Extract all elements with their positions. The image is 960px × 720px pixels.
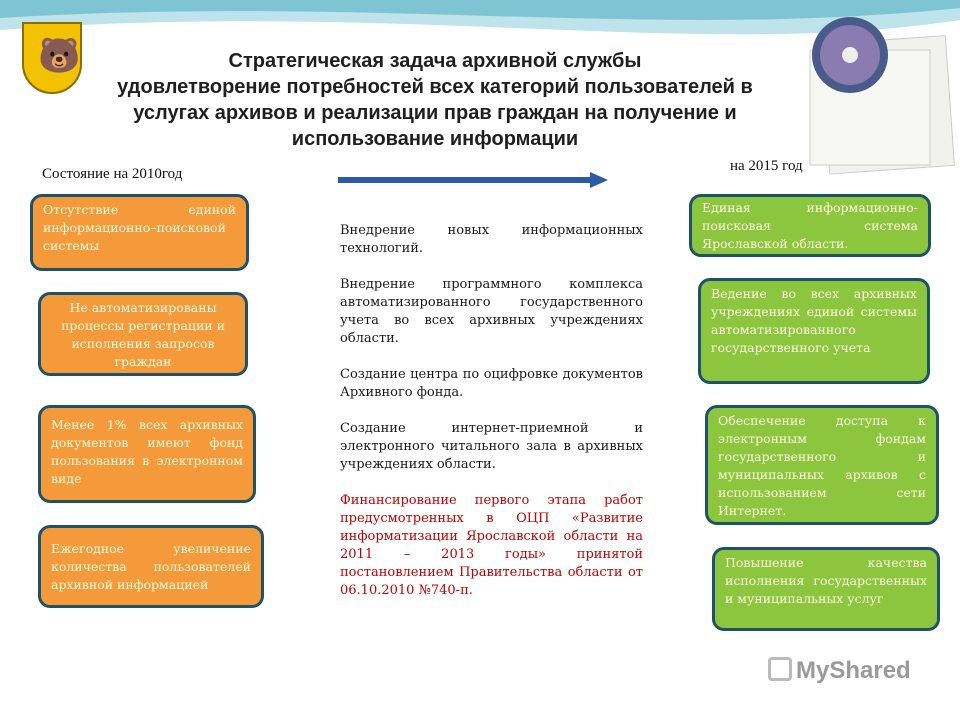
title-line-1: Стратегическая задача архивной службы xyxy=(228,50,642,72)
target-2015-label: на 2015 год xyxy=(730,158,803,174)
right-box-3: Обеспечение доступа к электронным фондам государственного и муниципальных архивов с использованием сети Интернет. xyxy=(705,405,939,525)
cd-documents-image xyxy=(805,10,955,175)
myshared-watermark xyxy=(768,657,911,685)
title-line-2: удовлетворение потребностей всех категорий пользователей в услугах архивов и реализации прав граждан на получение и использование информации xyxy=(117,76,753,150)
slide-title xyxy=(95,48,775,152)
middle-item-4: Создание интернет-приемной и электронного читального зала в архивных учреждениях области. xyxy=(340,421,643,472)
middle-text xyxy=(340,222,643,618)
left-box-1: Отсутствие единой информационно–поисковой системы xyxy=(30,194,249,271)
watermark-text: MyShared xyxy=(796,657,911,684)
middle-item-3: Создание центра по оцифровке документов Архивного фонда. xyxy=(340,367,643,400)
left-box-3: Менее 1% всех архивных документов имеют фонд пользования в электронном виде xyxy=(38,405,256,503)
left-box-2: Не автоматизированы процессы регистрации и исполнения запросов граждан xyxy=(38,292,248,376)
funding-note: Финансирование первого этапа работ предусмотренных в ОЦП «Развитие информатизации Ярославской области на 2011 – 2013 годы» принятой постановлением Правительства области от 06.10.2010 №740-п. xyxy=(340,493,643,598)
arrow-right-icon xyxy=(338,172,608,188)
yaroslavl-emblem: 🐻 xyxy=(22,22,82,94)
state-2010-label: Состояние на 2010год xyxy=(42,166,183,182)
middle-item-2: Внедрение программного комплекса автоматизированного государственного учета во всех архивных учреждениях области. xyxy=(340,277,643,346)
right-box-4: Повышение качества исполнения государственных и муниципальных услуг xyxy=(712,547,940,631)
right-box-1: Единая информационно-поисковая система Ярославской области. xyxy=(689,194,931,257)
left-box-4: Ежегодное увеличение количества пользователей архивной информацией xyxy=(38,525,264,608)
myshared-logo-icon xyxy=(768,657,792,681)
right-box-2: Ведение во всех архивных учреждениях единой системы автоматизированного государственного учета xyxy=(698,278,930,384)
middle-item-1: Внедрение новых информационных технологий. xyxy=(340,223,643,256)
